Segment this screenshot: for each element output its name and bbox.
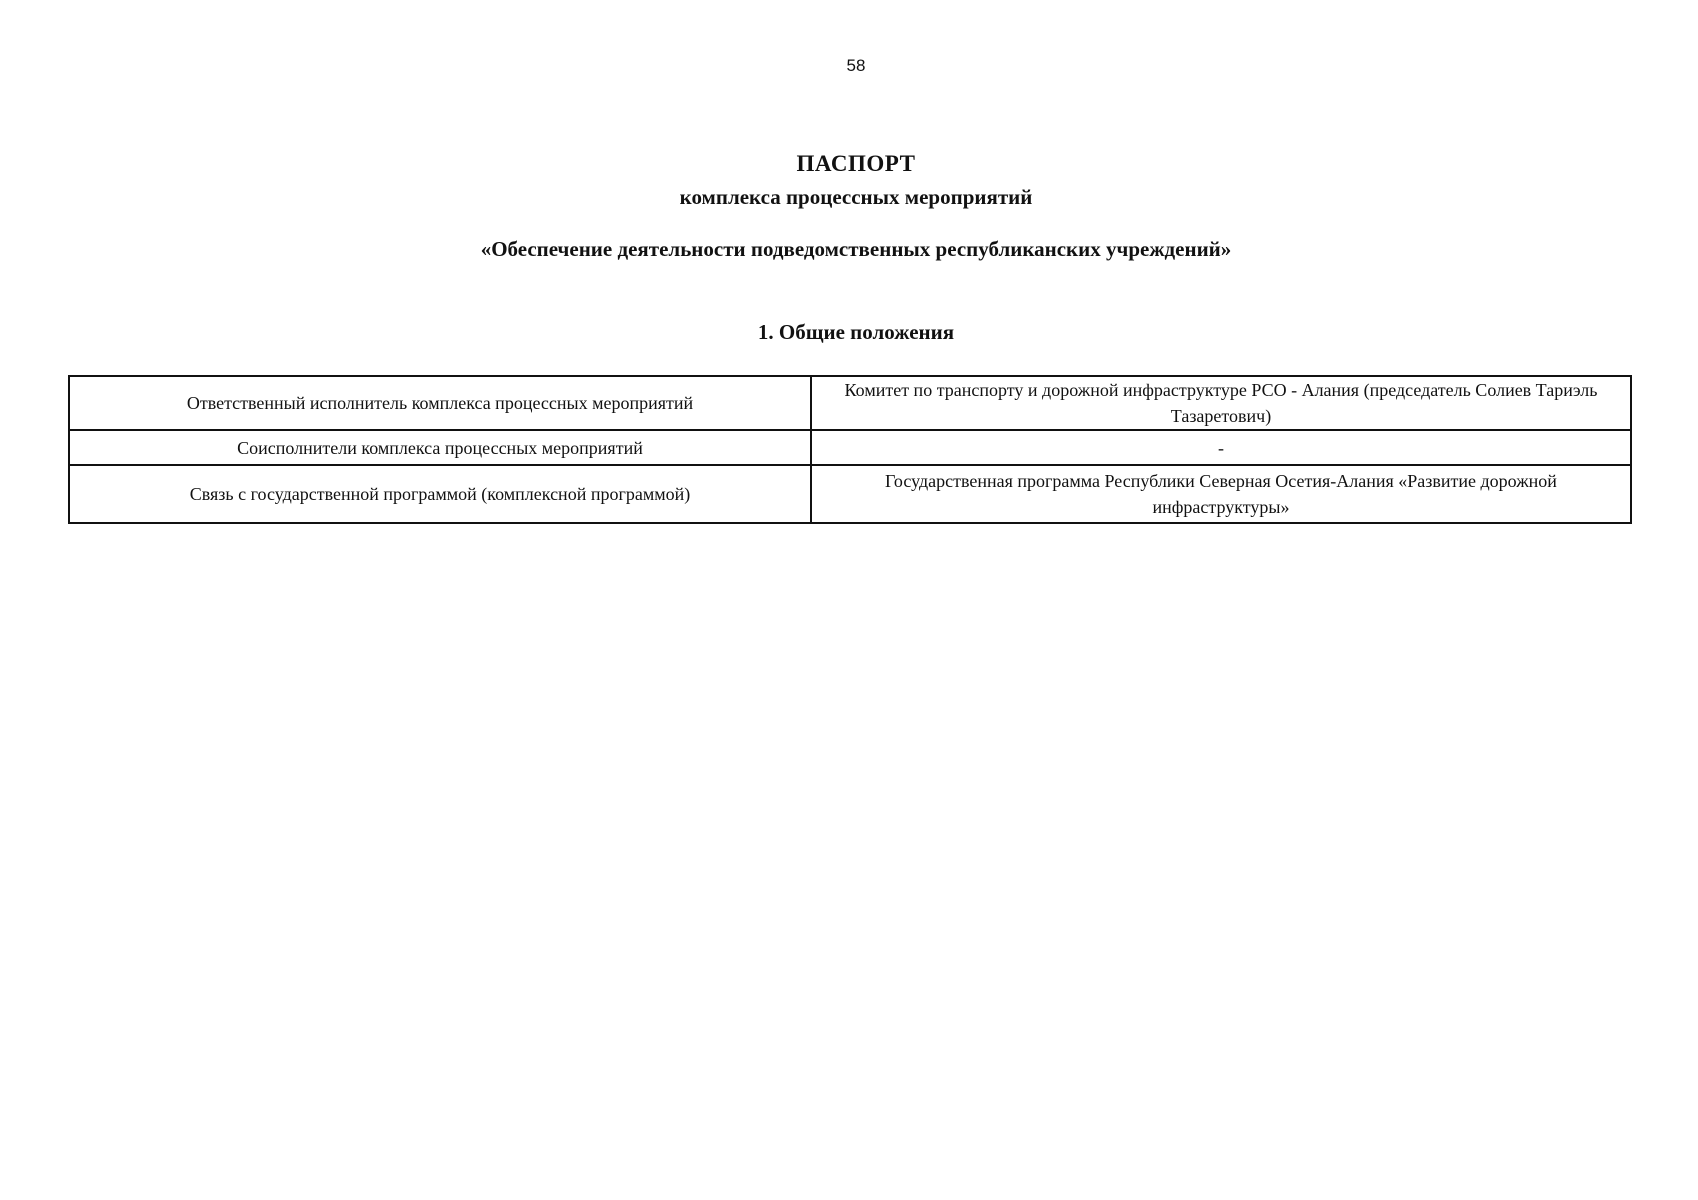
section-heading: 1. Общие положения xyxy=(757,320,955,344)
row-value-co-executors: - xyxy=(811,430,1631,465)
program-name: «Обеспечение деятельности подведомственных республиканских учреждений» xyxy=(480,237,1232,261)
table-row xyxy=(69,465,1631,523)
row-value-state-program-link: Государственная программа Республики Северная Осетия-Алания «Развитие дорожной инфраструктуры» xyxy=(811,465,1631,523)
row-label-co-executors: Соисполнители комплекса процессных мероприятий xyxy=(69,430,811,465)
row-label-responsible-executor: Ответственный исполнитель комплекса процессных мероприятий xyxy=(69,376,811,430)
page-number: 58 xyxy=(846,56,866,75)
row-value-responsible-executor: Комитет по транспорту и дорожной инфраструктуре РСО - Алания (председатель Солиев Тариэль Тазаретович) xyxy=(811,376,1631,430)
row-label-state-program-link: Связь с государственной программой (комплексной программой) xyxy=(69,465,811,523)
table-row xyxy=(69,376,1631,430)
document-title: ПАСПОРТ xyxy=(796,151,916,176)
table-row xyxy=(69,430,1631,465)
document-subtitle: комплекса процессных мероприятий xyxy=(679,185,1033,209)
general-provisions-table xyxy=(68,375,1632,524)
